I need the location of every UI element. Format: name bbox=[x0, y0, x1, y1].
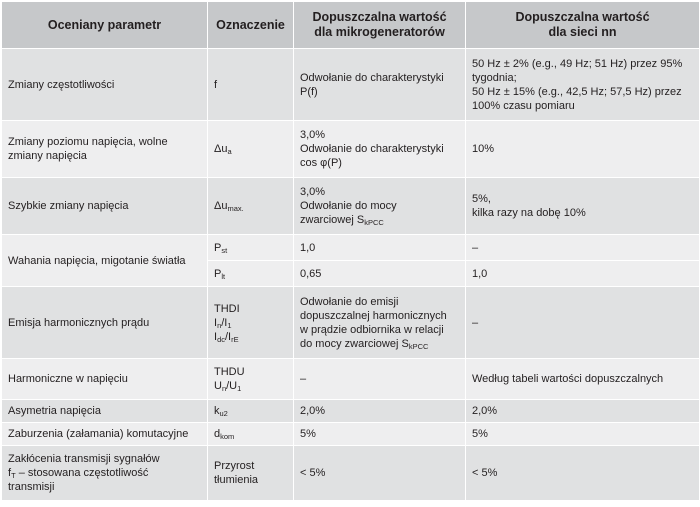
cell-param: Zmiany poziomu napięcia, wolne zmiany napięcia bbox=[2, 121, 208, 178]
header-nn-line2: dla sieci nn bbox=[548, 25, 617, 39]
text-line: Odwołanie do mocy bbox=[300, 200, 397, 212]
cell-nn: – bbox=[466, 235, 700, 261]
symbol-sub: lt bbox=[221, 271, 226, 281]
cell-nn bbox=[466, 178, 700, 235]
text-main: f bbox=[8, 467, 12, 479]
cell-symbol: f bbox=[208, 49, 294, 121]
text-sub: T bbox=[11, 471, 16, 480]
header-micro-line2: dla mikrogeneratorów bbox=[314, 25, 445, 39]
parameters-table bbox=[1, 1, 700, 501]
table-row bbox=[2, 400, 700, 423]
table-row bbox=[2, 235, 700, 261]
cell-symbol bbox=[208, 235, 294, 261]
text-line: 3,0% bbox=[300, 186, 326, 198]
header-row bbox=[2, 2, 700, 49]
text-line: transmisji bbox=[8, 481, 55, 493]
text-line: w prądzie odbiornika w relacji bbox=[300, 323, 444, 336]
cell-symbol bbox=[208, 446, 294, 501]
cell-param: Zmiany częstotliwości bbox=[2, 49, 208, 121]
cell-micro: 1,0 bbox=[294, 235, 466, 261]
text-line: Odwołanie do emisji bbox=[300, 295, 399, 308]
cell-symbol bbox=[208, 121, 294, 178]
symbol-part: /I bbox=[224, 330, 232, 343]
table-row bbox=[2, 121, 700, 178]
cell-param: Emisja harmonicznych prądu bbox=[2, 287, 208, 359]
symbol-part: I bbox=[214, 316, 218, 329]
cell-param: Harmoniczne w napięciu bbox=[2, 359, 208, 400]
text-line bbox=[300, 213, 459, 227]
symbol-sub: st bbox=[221, 245, 228, 255]
cell-micro: 0,65 bbox=[294, 261, 466, 287]
symbol-main: P bbox=[214, 267, 222, 280]
symbol-line bbox=[214, 330, 287, 344]
symbol-sub: 1 bbox=[227, 320, 232, 330]
cell-nn bbox=[466, 49, 700, 121]
table-row bbox=[2, 287, 700, 359]
text-line: Odwołanie do charakterystyki bbox=[300, 71, 444, 84]
symbol-sub: dc bbox=[217, 334, 225, 344]
header-param: Oceniany parametr bbox=[2, 2, 208, 49]
text-line: cos φ(P) bbox=[300, 157, 342, 169]
symbol-sub: a bbox=[227, 147, 232, 156]
symbol-part: U bbox=[214, 380, 222, 392]
text-sub: kPCC bbox=[364, 218, 384, 227]
cell-nn: 1,0 bbox=[466, 261, 700, 287]
text-line: kilka razy na dobę 10% bbox=[472, 207, 586, 219]
symbol-line bbox=[214, 316, 287, 330]
cell-symbol bbox=[208, 423, 294, 446]
text-line: tłumienia bbox=[214, 474, 259, 486]
symbol-main: d bbox=[214, 428, 221, 440]
symbol-part: I bbox=[214, 330, 218, 343]
symbol-line bbox=[214, 379, 287, 393]
text-main: do mocy zwarciowej S bbox=[300, 337, 409, 350]
symbol-sub: 1 bbox=[237, 384, 242, 393]
table-row bbox=[2, 178, 700, 235]
symbol-sub: max. bbox=[227, 204, 244, 213]
text-line: Zakłócenia transmisji sygnałów bbox=[8, 453, 160, 465]
table-row bbox=[2, 49, 700, 121]
text-sub: kPCC bbox=[408, 341, 429, 351]
header-nn bbox=[466, 2, 700, 49]
symbol-main: Δu bbox=[214, 200, 228, 212]
cell-param: Zaburzenia (załamania) komutacyjne bbox=[2, 423, 208, 446]
table-row bbox=[2, 423, 700, 446]
text-line: Przyrost bbox=[214, 460, 255, 472]
text-line: 100% czasu pomiaru bbox=[472, 99, 575, 112]
cell-param: Szybkie zmiany napięcia bbox=[2, 178, 208, 235]
symbol-sub: kom bbox=[220, 432, 235, 441]
cell-symbol bbox=[208, 400, 294, 423]
symbol-sub: u2 bbox=[219, 409, 228, 418]
text-line: 5%, bbox=[472, 193, 491, 205]
text-line: 50 Hz ± 2% (e.g., 49 Hz; 51 Hz) przez 95% bbox=[472, 57, 683, 70]
text-line: dopuszczalnej harmonicznych bbox=[300, 309, 447, 322]
text-line: Odwołanie do charakterystyki bbox=[300, 143, 444, 155]
cell-nn: 10% bbox=[466, 121, 700, 178]
cell-micro: < 5% bbox=[294, 446, 466, 501]
symbol-line: THDI bbox=[214, 302, 240, 315]
table-row bbox=[2, 446, 700, 501]
cell-nn: Według tabeli wartości dopuszczalnych bbox=[466, 359, 700, 400]
symbol-line: THDU bbox=[214, 366, 245, 378]
cell-micro bbox=[294, 178, 466, 235]
text-line: 50 Hz ± 15% (e.g., 42,5 Hz; 57,5 Hz) przez bbox=[472, 85, 682, 98]
symbol-main: k bbox=[214, 405, 220, 417]
text-line: tygodnia; bbox=[472, 71, 517, 84]
cell-symbol bbox=[208, 261, 294, 287]
text-rest: – stosowana częstotliwość bbox=[15, 467, 149, 479]
cell-micro bbox=[294, 49, 466, 121]
symbol-main: P bbox=[214, 241, 222, 254]
symbol-main: Δu bbox=[214, 143, 228, 155]
cell-nn: < 5% bbox=[466, 446, 700, 501]
cell-param: Wahania napięcia, migotanie światła bbox=[2, 235, 208, 287]
cell-param bbox=[2, 446, 208, 501]
cell-nn: – bbox=[466, 287, 700, 359]
header-micro-line1: Dopuszczalna wartość bbox=[312, 10, 447, 24]
cell-micro: 2,0% bbox=[294, 400, 466, 423]
symbol-sub: rE bbox=[231, 334, 239, 344]
cell-nn: 2,0% bbox=[466, 400, 700, 423]
cell-micro: 5% bbox=[294, 423, 466, 446]
symbol-part: /U bbox=[226, 380, 238, 392]
cell-symbol bbox=[208, 178, 294, 235]
text-line: 3,0% bbox=[300, 129, 326, 141]
text-line: P(f) bbox=[300, 85, 318, 98]
cell-symbol bbox=[208, 359, 294, 400]
text-line bbox=[8, 466, 201, 480]
header-symbol: Oznaczenie bbox=[208, 2, 294, 49]
header-nn-line1: Dopuszczalna wartość bbox=[515, 10, 650, 24]
cell-micro bbox=[294, 121, 466, 178]
table-row bbox=[2, 359, 700, 400]
symbol-sub: n bbox=[221, 384, 227, 393]
cell-nn: 5% bbox=[466, 423, 700, 446]
text-line bbox=[300, 337, 459, 351]
cell-micro bbox=[294, 287, 466, 359]
symbol-sub: n bbox=[217, 320, 222, 330]
cell-symbol bbox=[208, 287, 294, 359]
text-main: zwarciowej S bbox=[300, 214, 365, 226]
header-micro bbox=[294, 2, 466, 49]
symbol-part: /I bbox=[221, 316, 228, 329]
cell-micro: – bbox=[294, 359, 466, 400]
cell-param: Asymetria napięcia bbox=[2, 400, 208, 423]
